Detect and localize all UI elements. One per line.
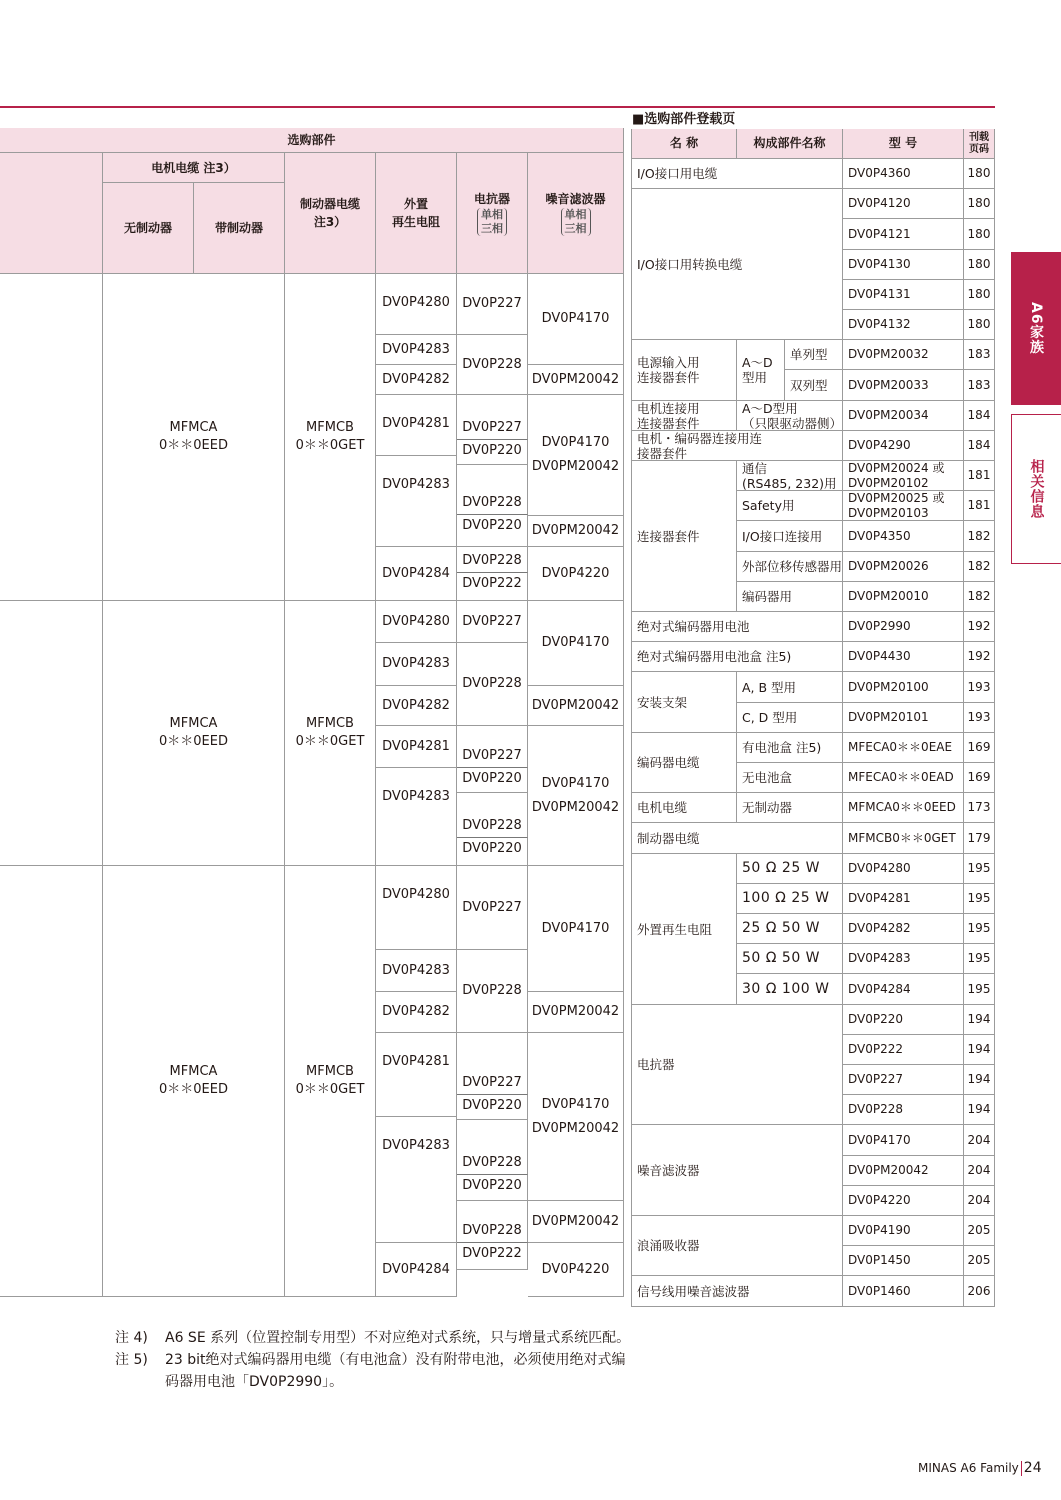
model-number: DV0P4430 [843, 642, 964, 672]
name-line: （只限驱动器侧） [742, 415, 843, 431]
model-number: DV0P4132 [843, 310, 964, 340]
page-number-cell: 192 [964, 612, 995, 642]
footer [918, 1460, 1042, 1476]
component-name: 无制动器 [737, 793, 843, 823]
model-number: DV0P228 [843, 1095, 964, 1125]
page-number-cell: 169 [964, 733, 995, 763]
component-name: I/O接口连接用 [737, 521, 843, 552]
part-name [632, 431, 843, 461]
page-number-cell: 193 [964, 703, 995, 733]
noise-filter-model [528, 395, 624, 516]
group-blank-cell [0, 274, 103, 601]
page-number-cell: 194 [964, 1005, 995, 1035]
model-number: DV0PM20032 [843, 340, 964, 370]
table-left-border [631, 129, 632, 1307]
reactor-model: DV0P227 [457, 1033, 528, 1095]
reactor-model: DV0P220 [457, 1095, 528, 1120]
part-name: 制动器电缆 [632, 823, 843, 854]
cell-line: DV0P4170 [541, 435, 610, 450]
component-name: 30 Ω 100 W [737, 974, 843, 1005]
page-number-cell: 184 [964, 431, 995, 461]
reactor-model: DV0P220 [457, 838, 528, 866]
name-line: DV0PM20102 [848, 475, 929, 490]
part-name: 绝对式编码器用电池 [632, 612, 843, 642]
cell-line: MFMCA [169, 1064, 218, 1079]
with-brake-header: 带制动器 [194, 183, 285, 274]
reactor-model: DV0P228 [457, 950, 528, 1033]
part-name: 绝对式编码器用电池盒 注5) [632, 642, 843, 672]
reactor-model: DV0P220 [457, 768, 528, 793]
model-number: DV0P222 [843, 1035, 964, 1065]
part-name: 外置再生电阻 [632, 854, 737, 1005]
motor-cable-model [103, 866, 285, 1297]
reactor-model: DV0P228 [457, 1120, 528, 1175]
regen-resistor-model: DV0P4281 [376, 1033, 457, 1117]
noise-filter-model: DV0PM20042 [528, 1201, 624, 1243]
page-number: 24 [1023, 1460, 1042, 1476]
regen-resistor-model: DV0P4283 [376, 456, 457, 547]
model-number: DV0P4130 [843, 250, 964, 280]
model-number: DV0P227 [843, 1065, 964, 1095]
regen-resistor-model: DV0P4283 [376, 335, 457, 365]
noise-filter-model: DV0P4220 [528, 1243, 624, 1297]
part-name: 安装支架 [632, 672, 737, 733]
page-number-cell: 181 [964, 461, 995, 491]
component-name: 无电池盒 [737, 763, 843, 793]
brake-cable-model [285, 274, 376, 601]
model-number: DV0P4220 [843, 1186, 964, 1216]
page-number-cell: 182 [964, 521, 995, 552]
part-name: 信号线用噪音滤波器 [632, 1276, 843, 1307]
model-number: DV0P4350 [843, 521, 964, 552]
name-line: A～D [742, 355, 773, 370]
noise-filter-model [528, 726, 624, 866]
model-number: DV0P4280 [843, 854, 964, 884]
reactor-model: DV0P228 [457, 643, 528, 726]
cell-line: DV0P4170 [541, 1096, 610, 1112]
cell-line: MFMCA [169, 716, 218, 731]
col-model-header: 型 号 [843, 129, 964, 159]
reactor-model: DV0P228 [457, 793, 528, 838]
noise-filter-model: DV0P4170 [528, 601, 624, 686]
model-number [843, 491, 964, 521]
footer-divider [1021, 1461, 1022, 1476]
page-number-cell: 206 [964, 1276, 995, 1307]
noise-filter-header: 噪音滤波器 单相 三相 [528, 153, 624, 274]
row-type: 单列型 [785, 340, 843, 370]
page-number-cell: 173 [964, 793, 995, 823]
name-line: DV0PM20024 或 [848, 460, 945, 475]
no-brake-header: 无制动器 [103, 183, 194, 274]
side-tab-related-info[interactable]: 相关信息 [1011, 414, 1061, 564]
model-number: DV0P1460 [843, 1276, 964, 1307]
col-component-header: 构成部件名称 [737, 129, 843, 159]
page-number-cell: 195 [964, 884, 995, 914]
component-name: 50 Ω 50 W [737, 944, 843, 974]
regen-resistor-model: DV0P4283 [376, 1117, 457, 1243]
model-number: MFMCB0＊＊0GET [843, 823, 964, 854]
reactor-header: 电抗器 单相 三相 [457, 153, 528, 274]
part-name [632, 401, 737, 431]
model-number: DV0P4121 [843, 219, 964, 250]
regen-resistor-model: DV0P4284 [376, 1243, 457, 1297]
part-name: 连接器套件 [632, 461, 737, 612]
noise-filter-model: DV0P4170 [528, 866, 624, 992]
regen-resistor-model: DV0P4283 [376, 768, 457, 866]
noise-filter-model: DV0PM20042 [528, 686, 624, 726]
page-number-cell: 194 [964, 1035, 995, 1065]
component-name [737, 461, 843, 491]
part-name: I/O接口用电缆 [632, 159, 843, 189]
model-number: DV0P4284 [843, 974, 964, 1005]
empty-header-cell [0, 153, 103, 274]
reactor-model: DV0P227 [457, 274, 528, 335]
note-5-continued: 码器用电池「DV0P2990」。 [165, 1374, 344, 1390]
regen-resistor-model: DV0P4284 [376, 547, 457, 601]
name-line: 型用 [742, 370, 768, 385]
page-number-cell: 195 [964, 974, 995, 1005]
page-number-cell: 180 [964, 280, 995, 310]
regen-resistor-model: DV0P4281 [376, 395, 457, 456]
reactor-model: DV0P222 [457, 1243, 528, 1270]
right-table-title: ■选购部件登载页 [632, 112, 736, 127]
part-name: I/O接口用转换电缆 [632, 189, 843, 340]
model-number: DV0P4283 [843, 944, 964, 974]
page-number-cell: 180 [964, 250, 995, 280]
component-name: 25 Ω 50 W [737, 914, 843, 944]
reactor-model: DV0P228 [457, 465, 528, 515]
regen-resistor-model: DV0P4282 [376, 686, 457, 726]
connector-type [737, 340, 785, 401]
model-number: DV0P4170 [843, 1125, 964, 1156]
name-line: DV0PM20103 [848, 505, 929, 520]
noise-filter-model: DV0P4220 [528, 547, 624, 601]
notes [115, 1327, 645, 1393]
options-header: 选购部件 [0, 128, 624, 153]
name-line: A～D型用 [742, 400, 798, 416]
page-number-cell: 169 [964, 763, 995, 793]
name-line: 电源输入用 [637, 355, 700, 370]
page-number-cell: 194 [964, 1095, 995, 1125]
cell-line: MFMCB [306, 1064, 354, 1079]
part-name: 浪涌吸收器 [632, 1216, 843, 1276]
component-name: 100 Ω 25 W [737, 884, 843, 914]
page-number-cell: 194 [964, 1065, 995, 1095]
part-name: 电机电缆 [632, 793, 737, 823]
name-line: DV0PM20025 或 [848, 490, 945, 505]
cell-line: 0＊＊0GET [295, 1082, 365, 1097]
reactor-model: DV0P228 [457, 335, 528, 395]
cell-line: 0＊＊0EED [159, 438, 228, 453]
side-tab-a6-family[interactable]: A6家族 [1011, 252, 1061, 405]
cell-line: DV0PM20042 [531, 459, 620, 474]
page-number-cell: 184 [964, 401, 995, 431]
page-number-cell: 195 [964, 854, 995, 884]
page-number-cell: 179 [964, 823, 995, 854]
name-line: (RS485, 232)用 [742, 475, 837, 491]
col-name-header: 名 称 [632, 129, 737, 159]
regen-resistor-model: DV0P4280 [376, 601, 457, 643]
noise-filter-model: DV0PM20042 [528, 516, 624, 547]
brake-cable-model [285, 601, 376, 866]
page-number-cell: 183 [964, 370, 995, 401]
cell-line: DV0PM20042 [531, 1120, 620, 1136]
reactor-model: DV0P227 [457, 726, 528, 768]
model-number: MFMCA0＊＊0EED [843, 793, 964, 823]
cell-line: 0＊＊0GET [295, 734, 365, 749]
cell-line: MFMCA [169, 420, 218, 435]
model-number: DV0PM20010 [843, 582, 964, 612]
regen-resistor-model: DV0P4280 [376, 866, 457, 950]
regen-resistor-model: DV0P4282 [376, 992, 457, 1033]
group-blank-cell [0, 601, 103, 866]
note-4: 注 4) A6 SE 系列（位置控制专用型）不对应绝对式系统，只与增量式系统匹配。 [115, 1330, 631, 1346]
name-line: 电机连接用 [637, 400, 700, 416]
page-number-cell: 205 [964, 1216, 995, 1246]
group-blank-cell [0, 866, 103, 1297]
model-number: DV0P4360 [843, 159, 964, 189]
regen-resistor-model: DV0P4280 [376, 274, 457, 335]
model-number: DV0P4281 [843, 884, 964, 914]
model-number: MFECA0＊＊0EAD [843, 763, 964, 793]
model-number: DV0P4290 [843, 431, 964, 461]
noise-filter-model [528, 1033, 624, 1201]
page-number-cell: 205 [964, 1246, 995, 1276]
cell-line: 0＊＊0EED [159, 1082, 228, 1097]
part-name: 编码器电缆 [632, 733, 737, 793]
reactor-model: DV0P227 [457, 395, 528, 440]
component-name: 外部位移传感器用 [737, 552, 843, 582]
reactor-model: DV0P222 [457, 573, 528, 601]
model-number: DV0P4282 [843, 914, 964, 944]
page-number-cell: 204 [964, 1156, 995, 1186]
row-type: 双列型 [785, 370, 843, 401]
model-number: DV0PM20100 [843, 672, 964, 703]
model-number: DV0P4120 [843, 189, 964, 219]
model-number: MFECA0＊＊0EAE [843, 733, 964, 763]
page-number-cell: 181 [964, 491, 995, 521]
name-line: 连接器套件 [637, 370, 700, 385]
model-number: DV0P1450 [843, 1246, 964, 1276]
component-name: 50 Ω 25 W [737, 854, 843, 884]
part-name: 电抗器 [632, 1005, 843, 1125]
name-line: 接器套件 [637, 445, 688, 461]
component-name: 有电池盒 注5) [737, 733, 843, 763]
page-number-cell: 180 [964, 189, 995, 219]
reactor-model: DV0P227 [457, 866, 528, 950]
reactor-model: DV0P220 [457, 440, 528, 465]
model-number: DV0P4131 [843, 280, 964, 310]
page-number-cell: 192 [964, 642, 995, 672]
reactor-model: DV0P220 [457, 515, 528, 547]
reactor-model: DV0P228 [457, 547, 528, 573]
cell-line: 0＊＊0GET [295, 438, 365, 453]
footer-brand: MINAS A6 Family [918, 1461, 1019, 1475]
page-number-cell: 180 [964, 310, 995, 340]
cell-line: MFMCB [306, 420, 354, 435]
noise-filter-model: DV0P4170 [528, 274, 624, 365]
page-number-cell: 183 [964, 340, 995, 370]
name-line: 连接器套件 [637, 415, 700, 431]
brake-cable-header: 制动器电缆 注3） [285, 153, 376, 274]
page-number-cell: 180 [964, 159, 995, 189]
noise-filter-model: DV0PM20042 [528, 992, 624, 1033]
brake-cable-model [285, 866, 376, 1297]
noise-filter-model: DV0PM20042 [528, 365, 624, 395]
top-rule [0, 106, 995, 108]
model-number [843, 461, 964, 491]
component-name: A, B 型用 [737, 672, 843, 703]
page-number-cell: 204 [964, 1186, 995, 1216]
motor-cable-model [103, 601, 285, 866]
component-name: 编码器用 [737, 582, 843, 612]
cell-line: 0＊＊0EED [159, 734, 228, 749]
page-number-cell: 193 [964, 672, 995, 703]
motor-cable-header: 电机电缆 注3） [103, 153, 285, 183]
cell-line: MFMCB [306, 716, 354, 731]
page-number-cell: 204 [964, 1125, 995, 1156]
model-number: DV0P4190 [843, 1216, 964, 1246]
page-number-cell: 182 [964, 582, 995, 612]
component-name: Safety用 [737, 491, 843, 521]
model-number: DV0P2990 [843, 612, 964, 642]
component-name [737, 401, 843, 431]
note-5: 注 5) 23 bit绝对式编码器用电缆（有电池盒）没有附带电池，必须使用绝对式编 [115, 1352, 626, 1368]
regen-resistor-model: DV0P4283 [376, 643, 457, 686]
model-number: DV0PM20034 [843, 401, 964, 431]
col-page-header: 刊载 页码 [964, 129, 995, 159]
cell-line: DV0P4170 [541, 775, 610, 791]
page-number-cell: 180 [964, 219, 995, 250]
regen-resistor-model: DV0P4281 [376, 726, 457, 768]
model-number: DV0PM20026 [843, 552, 964, 582]
page-number-cell: 195 [964, 944, 995, 974]
component-name: C, D 型用 [737, 703, 843, 733]
reactor-model: DV0P228 [457, 1201, 528, 1243]
reactor-model: DV0P227 [457, 601, 528, 643]
regen-resistor-header: 外置 再生电阻 [376, 153, 457, 274]
model-number: DV0PM20033 [843, 370, 964, 401]
model-number: DV0PM20101 [843, 703, 964, 733]
motor-cable-model [103, 274, 285, 601]
cell-line: DV0PM20042 [531, 799, 620, 815]
regen-resistor-model: DV0P4283 [376, 950, 457, 992]
name-line: 通信 [742, 460, 768, 476]
page-number-cell: 182 [964, 552, 995, 582]
name-line: 电机・编码器连接用连 [637, 430, 763, 446]
reactor-model: DV0P220 [457, 1175, 528, 1201]
regen-resistor-model: DV0P4282 [376, 365, 457, 395]
model-number: DV0PM20042 [843, 1156, 964, 1186]
model-number: DV0P220 [843, 1005, 964, 1035]
part-name: 噪音滤波器 [632, 1125, 843, 1216]
page-number-cell: 195 [964, 914, 995, 944]
part-name [632, 340, 737, 401]
